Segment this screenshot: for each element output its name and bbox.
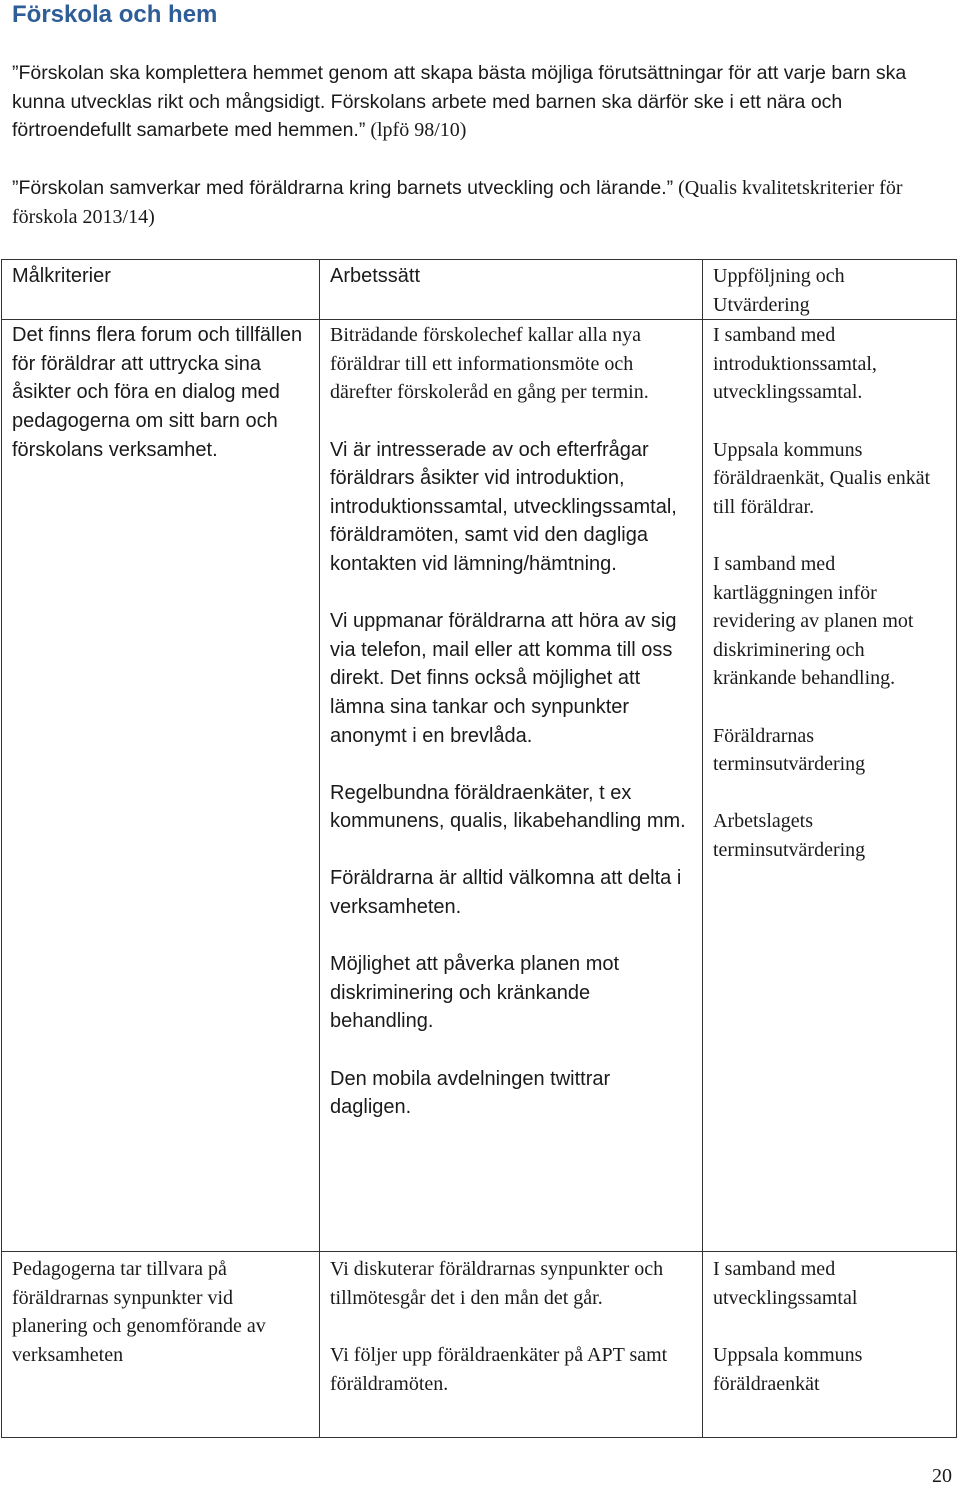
followup-paragraph: Arbetslagets terminsutvärdering	[713, 810, 866, 861]
followup-paragraph: Föräldrarnas terminsutvärdering	[713, 724, 866, 776]
followup-paragraph: I samband med kartläggningen inför revidering av planen mot diskriminering och kränkande behandling.	[713, 552, 914, 690]
criteria-text: Pedagogerna tar tillvara på föräldrarnas synpunkter vid planering och genomförande av verksamheten	[12, 1258, 266, 1366]
method-paragraph: Vi diskuterar föräldrarnas synpunkter och tillmötesgår det i den mån det går.	[330, 1258, 664, 1309]
followup-paragraph: Uppsala kommuns föräldraenkät	[713, 1343, 863, 1395]
quote-text: ”Förskolan ska komplettera hemmet genom att skapa bästa möjliga förutsättningar för att varje barn ska kunna utvecklas rikt och mångsidigt. Förskolans arbete med barnen ska därför ske i ett nära och förtroendefullt samarbete med hemmen.”	[12, 62, 907, 142]
criteria-table	[1, 259, 957, 1438]
quote-source: (lpfö 98/10)	[365, 119, 467, 142]
followup-paragraph: I samband med utvecklingssamtal	[713, 1258, 858, 1309]
methods-cell	[320, 1252, 703, 1438]
method-paragraph: Regelbundna föräldraenkäter, t ex kommunens, qualis, likabehandling mm.	[330, 781, 686, 833]
method-paragraph: Vi är intresserade av och efterfrågar föräldrars åsikter vid introduktion, introduktionssamtal, utvecklingssamtal, föräldramöten, samt vid den dagliga kontakten vid lämning/hämtning.	[330, 438, 677, 575]
method-paragraph: Vi uppmanar föräldrarna att höra av sig via telefon, mail eller att komma till oss direkt. Det finns också möjlighet att lämna sina tankar och synpunkter anonymt i en brevlåda.	[330, 610, 677, 747]
method-paragraph: Den mobila avdelningen twittrar dagligen.	[330, 1067, 611, 1119]
followup-paragraph: Uppsala kommuns föräldraenkät, Qualis enkät till föräldrar.	[713, 438, 931, 518]
table-row	[2, 320, 957, 1252]
method-paragraph: Föräldrarna är alltid välkomna att delta i verksamheten.	[330, 867, 682, 919]
quote-curriculum	[12, 59, 942, 145]
followup-cell	[703, 320, 957, 1252]
table-row	[2, 1252, 957, 1438]
quote-source: (Qualis kvalitetskriterier för förskola 2013/14)	[12, 177, 903, 228]
followup-paragraph: I samband med introduktionssamtal, utvecklingssamtal.	[713, 324, 877, 404]
method-paragraph: Vi följer upp föräldraenkäter på APT samt föräldramöten.	[330, 1343, 668, 1395]
quote-text: ”Förskolan samverkar med föräldrarna kring barnets utveckling och lärande.”	[12, 177, 674, 199]
criteria-cell	[2, 1252, 320, 1438]
method-paragraph: Möjlighet att påverka planen mot diskriminering och kränkande behandling.	[330, 953, 620, 1033]
section-heading: Förskola och hem	[12, 1, 218, 28]
header-goal-criteria: Målkriterier	[2, 260, 320, 320]
criteria-text: Det finns flera forum och tillfällen för föräldrar att uttrycka sina åsikter och föra en dialog med pedagogerna om sitt barn och förskolans verksamhet.	[12, 324, 303, 461]
criteria-cell	[2, 320, 320, 1252]
quote-qualis	[12, 174, 942, 231]
method-paragraph: Biträdande förskolechef kallar alla nya föräldrar till ett informationsmöte och därefter förskoleråd en gång per termin.	[330, 324, 649, 404]
followup-cell	[703, 1252, 957, 1438]
page-number: 20	[932, 1465, 952, 1487]
header-followup: Uppföljning och Utvärdering	[703, 260, 957, 320]
table-header-row	[2, 260, 957, 320]
methods-cell	[320, 320, 703, 1252]
header-methods: Arbetssätt	[320, 260, 703, 320]
